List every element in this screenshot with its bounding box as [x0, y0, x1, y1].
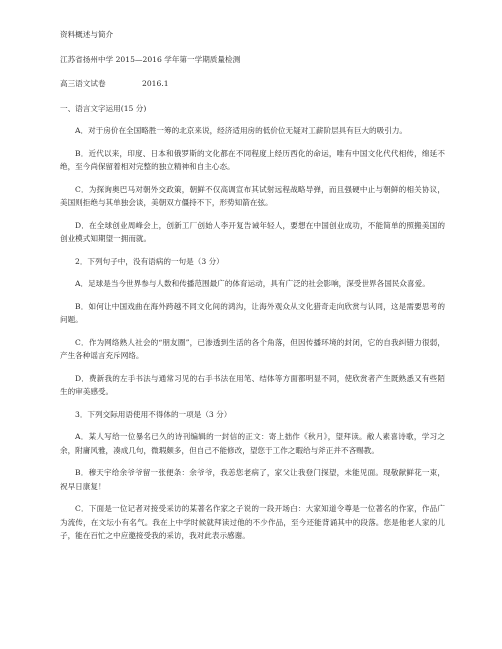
q2-option-b: B．如何让中国戏曲在海外跨越不同文化间的鸿沟，让海外观众从文化猎奇走向欣赏与认同，这是需要思考的问题。	[60, 301, 445, 324]
q1-option-a: A．对于房价在全国略胜一筹的北京来说，经济适用房的低价位无疑对工薪阶层具有巨大的吸引力。	[75, 126, 408, 135]
section-heading: 一、语言文字运用(15 分)	[60, 103, 147, 113]
q3-option-a: A．某人写给一位暴名已久的诗刊编辑的一封信的正文：寄上拙作《秋月》，望拜读。敝人素喜诗歌，学习之余，附庸风雅，凑成几句，微瑕颇多，但自己不能修改，望您于工作之暇给与斧正并不吝赐教。	[60, 432, 445, 455]
school-exam-line: 江苏省扬州中学 2015—2016 学年第一学期质量检测	[60, 54, 241, 64]
paper-date: 2016.1	[142, 79, 169, 88]
q3-option-b: B．穆天宇给余爷爷留一张便条：余爷爷，我恙您老病了，家父让我登门探望，未能见面。现敬献鲜花一束，祝早日康复！	[60, 468, 445, 491]
paper-title: 高三语文试卷	[60, 79, 106, 88]
q1-option-c: C．为探询奥巴马对朝外交政策，朝鲜不仅高调宣布其试射远程战略导弹，而且强硬中止与朝鲜的相关协议，美国则拒绝与其单独会谈，美朝双方僵持不下，形势知箭在弦。	[60, 184, 445, 207]
q2-option-d: D．费新我的左手书法与通常习见的右手书法在用笔、结体等方面都明显不同，使欣赏者产生既熟悉又有些陌生的审美感受。	[60, 373, 445, 396]
q2-option-a: A．足球是当今世界参与人数和传播范围最广的体育运动，具有广泛的社会影响，深受世界各国民众喜爱。	[75, 279, 430, 288]
q3-stem: 3．下列交际用语使用不得体的一项是（3 分）	[75, 409, 232, 419]
q1-option-b: B．近代以来，印度、日本和俄罗斯的文化都在不同程度上经历西化的命运，唯有中国文化代代相传，绵延不绝，至今尚保留着相对完整的独立精神和自主心态。	[60, 148, 445, 171]
q3-option-c: C．下面是一位记者对接受采访的某著名作家之子说的一段开场白：大家知道令尊是一位著名的作家，作品广为流传，在文坛小有名气。我在上中学时候就拜读过他的不少作品，至今还能背诵其中的段落。您是他老人家的儿子，能在百忙之中应邀接受我的采访，我对此表示感谢。	[60, 504, 445, 540]
q2-option-c: C．作为网络熟人社会的“朋友圈”，已渗透到生活的各个角落，但因传播环境的封闭，它的自我纠错力很弱，产生各种谣言充斥网络。	[60, 337, 445, 360]
paper-title-line	[60, 77, 445, 91]
q2-stem: 2．下列句子中，没有语病的一句是（3 分）	[75, 256, 224, 266]
q1-option-d: D．在全球创业周峰会上，创新工厂创始人李开复告诫年轻人，要想在中国创业成功，不能简单的照搬美国的创业模式知期望一拥而就。	[60, 220, 445, 243]
document-body	[60, 28, 445, 543]
intro-line: 资料概述与简介	[60, 30, 114, 39]
